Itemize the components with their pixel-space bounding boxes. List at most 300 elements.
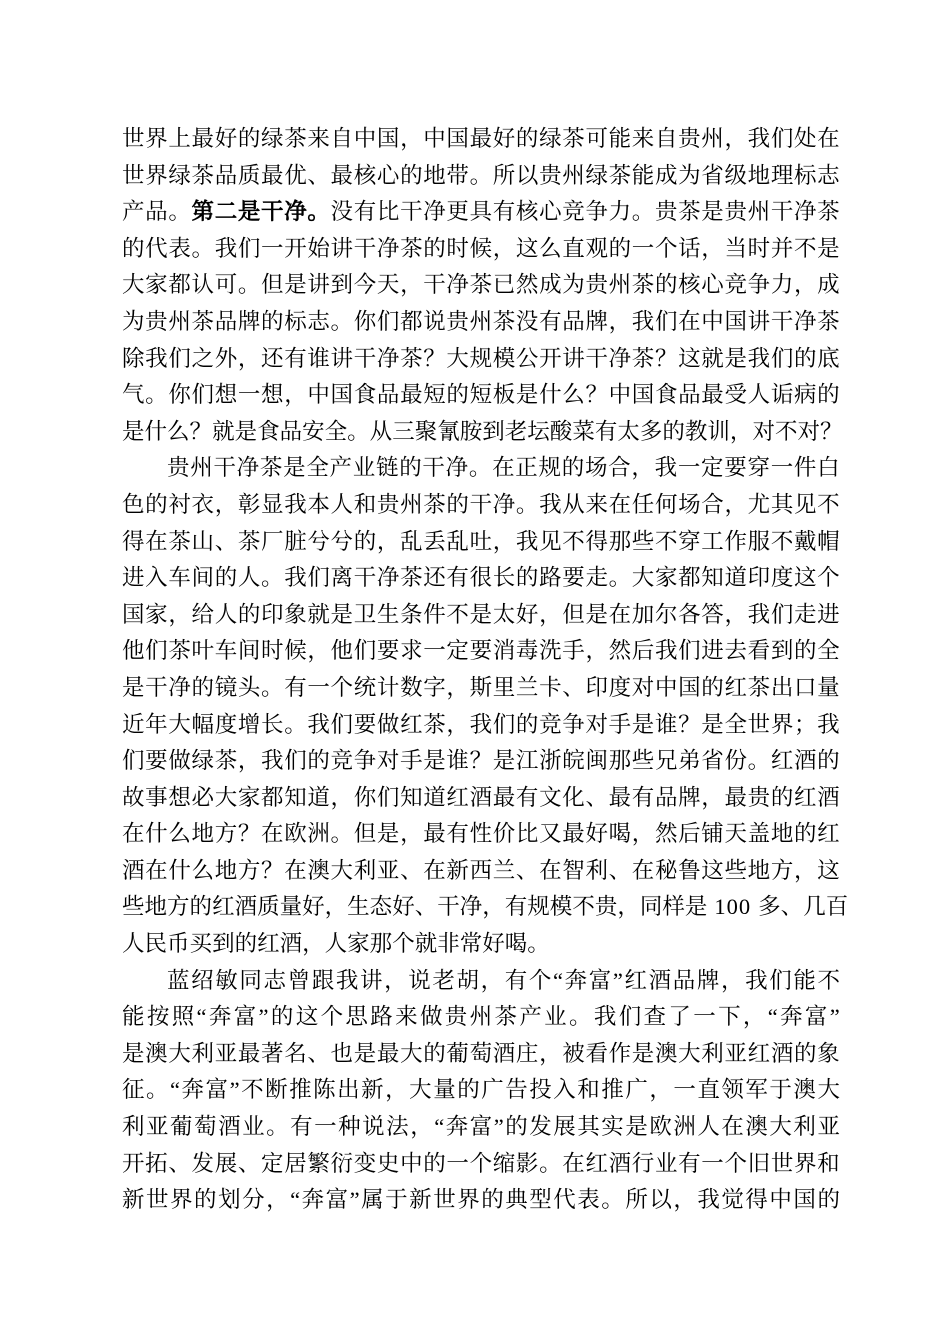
char: 作 [608,1040,632,1066]
char: 非 [437,931,460,957]
char: 红 [257,931,280,957]
text-line [122,853,840,890]
char: 品 [562,308,585,334]
char: 中 [769,1187,792,1213]
char: 们 [168,345,191,371]
char: 是 [724,345,747,371]
char: 贵 [654,199,678,225]
char: 们 [770,345,794,371]
char: 对 [752,418,775,444]
char: 何 [654,491,678,517]
char: 为 [562,272,585,298]
char: 和 [817,1150,840,1176]
char: 链 [375,455,399,481]
char: 中 [423,126,446,151]
char: 净 [376,345,400,371]
char: ， [237,345,261,371]
char: 兰 [515,674,539,700]
char: ？ [678,711,701,737]
char: 的 [793,638,817,664]
bold-char: 。 [307,199,330,225]
char: 场 [678,491,701,517]
char: 净 [793,199,817,225]
char: 诟 [770,382,794,408]
char: 净 [608,345,632,371]
char: 红 [446,784,469,810]
char: 于 [385,1187,408,1213]
bold-char: 干 [261,199,284,225]
char: 度 [770,565,794,591]
char: 规 [538,455,562,481]
char: 人 [330,491,354,517]
char: 可 [214,272,238,298]
text-line [122,560,840,597]
char: 最 [469,126,493,151]
char: 人 [214,601,238,627]
char: 品 [279,418,303,444]
char: 同 [639,894,663,920]
char: 入 [553,1077,576,1103]
char: 家 [654,565,678,591]
char: 在 [122,821,145,847]
char: 茶 [214,748,238,774]
char: ？ [654,345,678,371]
char: 方 [770,857,794,883]
char: “ [290,1187,301,1213]
char: 。 [601,1187,624,1213]
char: 大 [631,565,655,591]
text-line [122,963,840,1000]
char: ， [729,418,753,444]
char: 任 [631,491,655,517]
char: 短 [423,382,446,408]
char: 大 [769,1114,792,1140]
char: 新 [446,857,469,883]
char: 一 [237,382,261,408]
char: 。 [515,491,539,517]
char: 净 [423,199,446,225]
char: 觉 [721,1187,744,1213]
char: 是 [234,418,258,444]
char: 茶 [608,162,632,188]
char: 茶 [400,565,423,591]
char: 场 [584,455,608,481]
char: 求 [400,638,423,664]
char: 人 [237,565,261,591]
char: 又 [539,821,562,847]
char: 从 [369,418,393,444]
char: 、 [780,894,804,920]
char: 地 [747,857,771,883]
char: 镜 [214,674,238,700]
char: 服 [747,528,771,554]
char: 茶 [469,272,493,298]
char: 衣 [191,491,215,517]
char: 浙 [539,748,562,774]
char: 发 [529,1114,552,1140]
char: 富 [469,1114,493,1140]
char: 个 [392,931,415,957]
char: 然 [515,272,539,298]
char: 们 [330,711,354,737]
char: 下 [718,1004,741,1030]
char: 来 [395,1004,418,1030]
char: 直 [562,235,585,261]
char: ” [229,1077,240,1103]
char: 不 [817,967,840,993]
char: 方 [167,894,190,920]
char: 有 [539,308,562,334]
char: 茶 [817,308,840,334]
char: 茶 [631,345,655,371]
char: 是 [122,674,145,700]
bold-char: 二 [214,199,238,225]
char: 加 [631,601,655,627]
char: 的 [261,308,284,334]
char: 的 [662,418,685,444]
char: 品 [678,382,701,408]
char: 就 [414,931,438,957]
char: 最 [562,821,585,847]
char: 世 [747,711,771,737]
text-line [122,999,840,1036]
char: 了 [668,1004,691,1030]
char: 奔 [564,967,588,993]
char: ， [492,235,516,261]
char: 州 [562,162,585,188]
char: 好 [492,126,516,151]
char: 手 [400,748,423,774]
char: 为 [678,162,701,188]
char: 、 [585,784,608,810]
char: 多 [758,894,781,920]
char: 洲 [307,821,330,847]
char: 贵 [376,491,400,517]
char: 最 [330,162,354,188]
char: 的 [446,382,469,408]
char: 在 [423,857,446,883]
char: 叶 [191,638,215,664]
char: 茶 [423,711,446,737]
char: 质 [237,162,261,188]
char: 澳 [145,1040,168,1066]
char: 一 [770,455,794,481]
char: ？ [585,382,608,408]
char: 样 [662,894,685,920]
char: 酒 [122,857,145,883]
char: 要 [562,565,585,591]
char: 争 [353,748,377,774]
char: 病 [793,382,817,408]
char: 州 [469,1004,493,1030]
char: 代 [553,1187,576,1213]
char: 不 [241,1077,264,1103]
char: 我 [747,601,771,627]
char: 吐 [469,528,493,554]
char: 广 [625,1077,648,1103]
char: 。 [146,1077,169,1103]
char: 地 [191,821,215,847]
char: 利 [585,857,608,883]
char: 酒 [218,1114,241,1140]
char: 贵 [145,308,168,334]
char: 缩 [492,1150,516,1176]
char: 食 [654,382,678,408]
char: 们 [770,601,794,627]
char: 象 [817,1040,840,1066]
char: 就 [307,601,330,627]
char: 划 [218,1187,241,1213]
char: 你 [353,784,377,810]
text-line [122,487,840,524]
char: 我 [697,1187,720,1213]
char: ” [829,1004,840,1030]
char: 讲 [360,967,383,993]
char: 认 [191,272,215,298]
char: 贵 [446,308,469,334]
char: 都 [678,565,701,591]
char: 对 [376,748,400,774]
char: “ [767,1004,778,1030]
char: 争 [562,711,585,737]
char: 想 [168,784,191,810]
char: 茶 [168,528,191,554]
char: 奔 [208,1004,232,1030]
text-line [122,414,843,451]
char: 定 [446,638,469,664]
char: 是 [376,821,400,847]
char: 世 [146,1187,169,1213]
char: 之 [191,345,215,371]
char: 什 [168,857,191,883]
char: 的 [191,674,215,700]
char: 一 [673,1077,696,1103]
char: 好 [214,126,238,151]
char: 竞 [724,272,747,298]
char: 么 [167,418,190,444]
char: 力 [608,199,632,225]
char: 模 [492,345,516,371]
char: ？ [261,857,284,883]
char: 干 [400,199,423,225]
char: 茶 [191,308,215,334]
char: 发 [191,1150,215,1176]
char: 澳 [654,1040,678,1066]
char: 利 [353,857,377,883]
char: 的 [423,235,446,261]
char: 知 [701,565,724,591]
char: 查 [643,1004,667,1030]
char: 心 [539,199,562,225]
char: 洗 [539,638,562,664]
char: 典 [505,1187,528,1213]
char: ， [376,528,400,554]
char: 道 [307,784,330,810]
char: 开 [539,345,562,371]
char: 志 [307,308,330,334]
char: 在 [562,1150,585,1176]
char: 卡 [539,674,562,700]
char: 那 [608,528,632,554]
char: 讲 [562,345,585,371]
char: 西 [469,857,493,883]
char: 道 [423,784,446,810]
char: 始 [307,235,330,261]
char: 繁 [307,1150,330,1176]
char: 大 [122,272,145,298]
char: 照 [171,1004,195,1030]
char: 征 [122,1077,145,1103]
char: 的 [515,711,539,737]
char: ， [214,491,238,517]
char: ， [724,126,747,151]
char: 比 [515,821,539,847]
char: 们 [237,235,261,261]
char: 有 [594,418,618,444]
char: 上 [168,126,191,151]
char: 时 [446,235,469,261]
char: 的 [817,748,840,774]
char: 干 [770,308,794,334]
char: 色 [122,491,145,517]
char: 民 [144,931,168,957]
char: 地 [144,894,168,920]
char: 最 [423,821,446,847]
char: 穿 [678,528,701,554]
char: 脏 [284,528,307,554]
char: 最 [400,382,423,408]
char: 江 [515,748,539,774]
char: 必 [191,784,215,810]
char: 兄 [654,748,678,774]
char: 秘 [654,857,678,883]
text-line [122,780,840,817]
char: 有 [515,784,539,810]
char: 具 [469,199,493,225]
char: 核 [678,272,701,298]
char: ， [237,748,261,774]
char: 最 [261,162,284,188]
char: 。 [237,272,261,298]
char: 省 [701,748,724,774]
char: 利 [793,1114,816,1140]
char: 食 [353,382,377,408]
char: 是 [469,601,493,627]
char: 好 [585,821,608,847]
char: 中 [353,126,377,151]
char: 心 [701,272,724,298]
char: ， [724,491,747,517]
char: 时 [747,235,771,261]
char: ” [258,1004,269,1030]
char: 要 [469,638,493,664]
char: 推 [289,1077,312,1103]
char: 件 [793,455,817,481]
char: 酒 [492,1040,516,1066]
char: 进 [701,638,724,664]
char: 州 [469,308,493,334]
char: 彰 [237,491,261,517]
char: 条 [400,601,423,627]
char: 是 [353,1040,377,1066]
char: 州 [190,455,213,481]
char: 见 [539,528,562,554]
char: 影 [515,1150,539,1176]
char: 净 [793,308,817,334]
char: 品 [376,382,400,408]
char: 教 [684,418,708,444]
char: 被 [562,1040,585,1066]
char: 和 [577,1077,600,1103]
char: 家 [237,784,261,810]
char: 新 [409,1187,432,1213]
char: 葡 [170,1114,193,1140]
char: 到 [770,638,794,664]
char: 到 [212,931,235,957]
char: 大 [409,1077,432,1103]
char: ， [482,894,505,920]
char: 有 [492,199,516,225]
char: 。 [631,199,655,225]
char: 贵 [539,162,562,188]
char: 。 [468,455,492,481]
char: 的 [423,1150,446,1176]
char: 酒 [770,1040,794,1066]
bold-char: 第 [191,199,215,225]
char: ， [673,1187,696,1213]
char: 的 [270,1004,294,1030]
char: 卫 [353,601,377,627]
char: “ [434,1114,445,1140]
char: ” [493,1114,504,1140]
char: 名 [284,1040,307,1066]
char: 的 [817,382,840,408]
char: 我 [747,345,771,371]
bold-char: 是 [237,199,261,225]
char: 是 [122,418,145,444]
text-line [122,377,840,414]
char: 各 [678,601,701,627]
char: 、 [400,857,423,883]
char: 在 [631,857,655,883]
char: 的 [793,821,817,847]
char: 们 [122,748,145,774]
char: 车 [168,565,191,591]
char: 们 [492,711,516,737]
char: 。 [569,1004,592,1030]
char: 亚 [214,1040,238,1066]
char: 但 [562,601,585,627]
char: 干 [423,272,446,298]
char: 长 [492,565,516,591]
char: 酒 [648,967,672,993]
char: ？ [423,345,446,371]
char: 贵 [724,199,747,225]
char: 量 [817,674,840,700]
char: 心 [376,162,400,188]
char: 茶 [237,528,261,554]
char: 显 [261,491,284,517]
char: 去 [724,638,747,664]
char: 。 [469,162,493,188]
char: 大 [168,711,191,737]
char: 州 [701,126,724,151]
char: 在 [608,601,632,627]
char: 能 [608,126,632,151]
char: 。 [347,418,370,444]
char: 毒 [515,638,539,664]
char: 的 [515,565,539,591]
